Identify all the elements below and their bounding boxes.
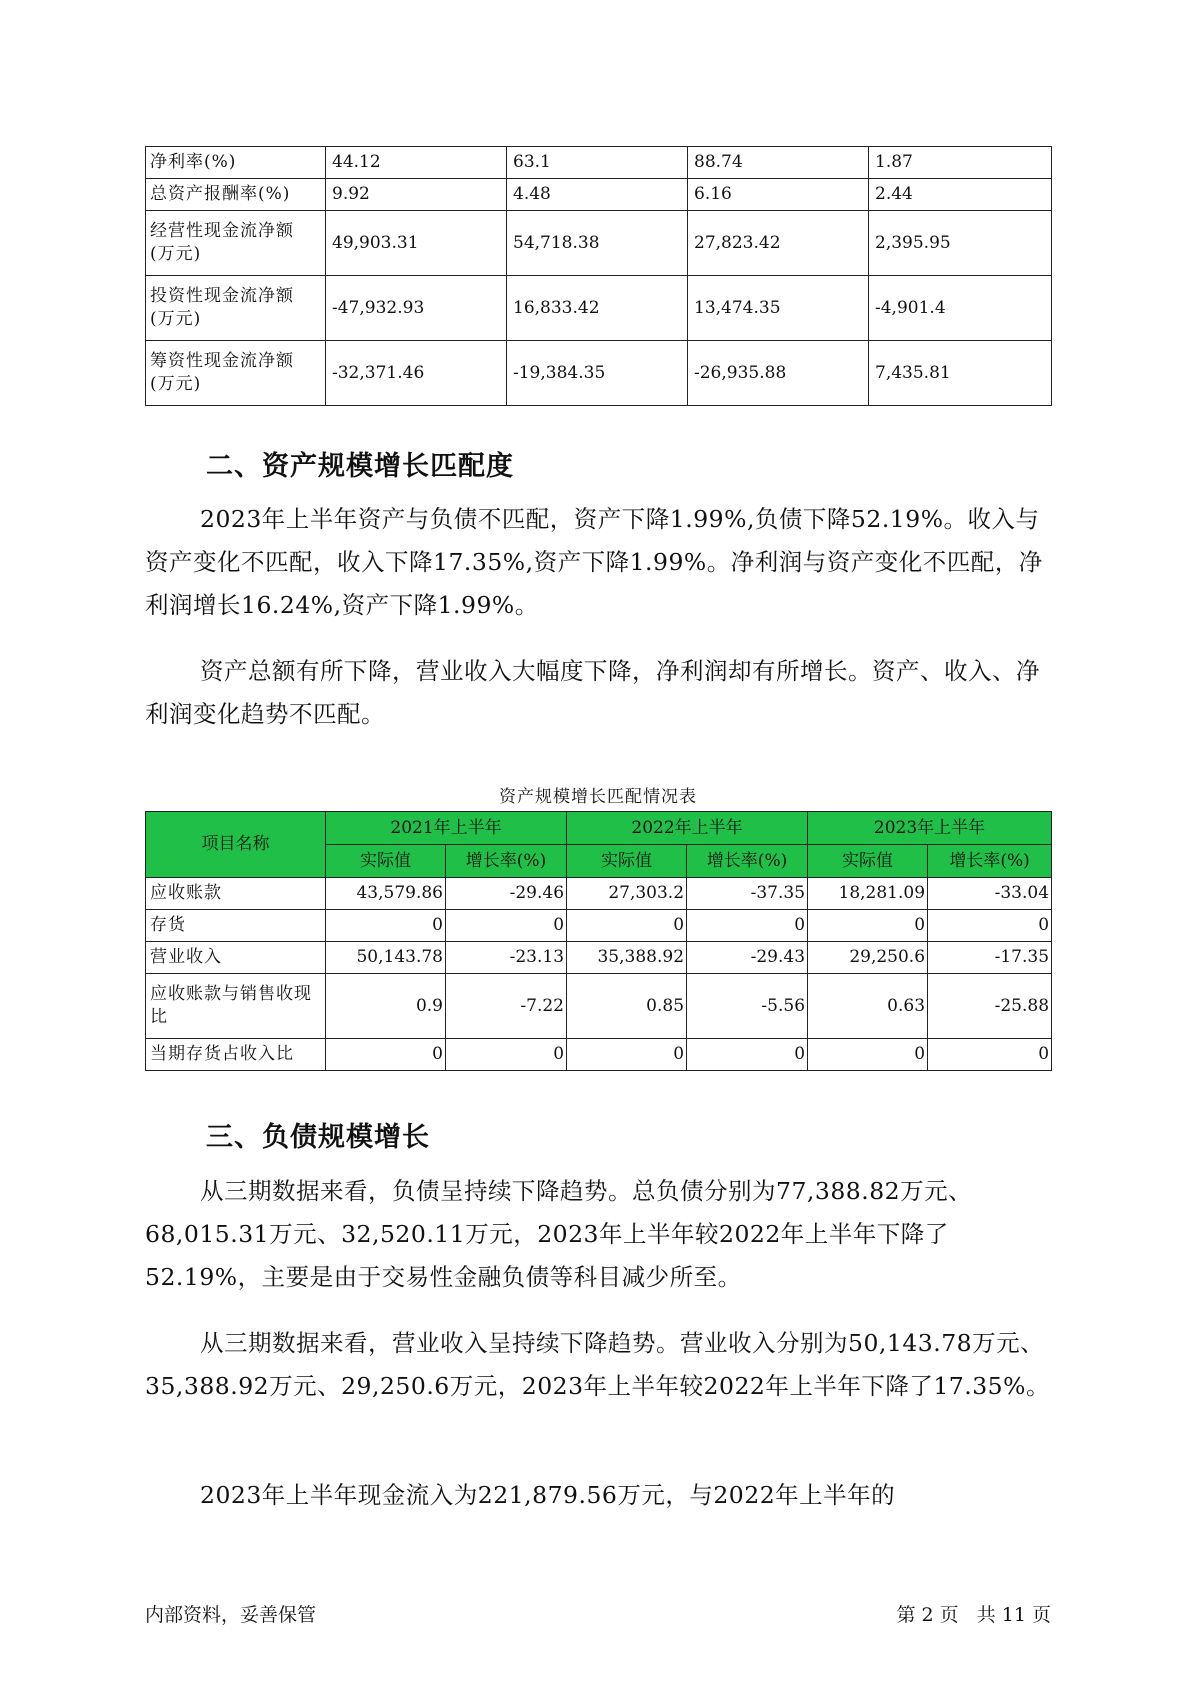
table-cell: -37.35 xyxy=(687,878,808,910)
table-cell: -29.46 xyxy=(446,878,567,910)
table-cell: -4,901.4 xyxy=(869,276,1052,341)
table-cell: 4.48 xyxy=(507,179,688,211)
row-label: 应收账款 xyxy=(146,878,326,910)
paragraph: 从三期数据来看，负债呈持续下降趋势。总负债分别为77,388.82万元、68,015.31万元、32,520.11万元，2023年上半年较2022年上半年下降了52.19%，主要是由于交易性金融负债等科目减少所至。 xyxy=(145,1177,973,1291)
header-actual: 实际值 xyxy=(808,845,928,878)
table-cell: 29,250.6 xyxy=(808,942,928,974)
table-cell: 18,281.09 xyxy=(808,878,928,910)
table-cell: 0 xyxy=(687,910,808,942)
table-cell: 0.85 xyxy=(567,974,687,1039)
table-cell: 88.74 xyxy=(688,147,869,179)
table-row xyxy=(146,974,1052,1039)
header-actual: 实际值 xyxy=(326,845,446,878)
table-cell: -17.35 xyxy=(928,942,1052,974)
table-cell: 0 xyxy=(446,910,567,942)
header-period: 2021年上半年 xyxy=(326,812,567,845)
section-heading: 三、负债规模增长 xyxy=(206,1122,430,1153)
table-cell: 0 xyxy=(326,1039,446,1071)
row-label: 存货 xyxy=(146,910,326,942)
table-cell: 0 xyxy=(567,1039,687,1071)
table-cell: 0.63 xyxy=(808,974,928,1039)
footer-page-number: 第 2 页 共 11 页 xyxy=(896,1604,1051,1626)
header-growth: 增长率(%) xyxy=(446,845,567,878)
table-cell: 0 xyxy=(928,1039,1052,1071)
table-row xyxy=(146,341,1052,406)
table-cell: 0 xyxy=(446,1039,567,1071)
row-label: 当期存货占收入比 xyxy=(146,1039,326,1071)
table-cell: 6.16 xyxy=(688,179,869,211)
header-growth: 增长率(%) xyxy=(687,845,808,878)
paragraph: 2023年上半年资产与负债不匹配，资产下降1.99%,负债下降52.19%。收入与资产变化不匹配，收入下降17.35%,资产下降1.99%。净利润与资产变化不匹配，净利润增长16.24%,资产下降1.99%。 xyxy=(145,505,1043,619)
table-cell: -23.13 xyxy=(446,942,567,974)
table-cell: 16,833.42 xyxy=(507,276,688,341)
row-label: 净利率(%) xyxy=(146,147,326,179)
table-cell: 43,579.86 xyxy=(326,878,446,910)
header-actual: 实际值 xyxy=(567,845,687,878)
table-row xyxy=(146,1039,1052,1071)
table-cell: 0 xyxy=(928,910,1052,942)
footer-confidential-note: 内部资料，妥善保管 xyxy=(145,1604,317,1626)
table-cell: 1.87 xyxy=(869,147,1052,179)
header-item-name: 项目名称 xyxy=(146,812,326,878)
table-cell: -32,371.46 xyxy=(326,341,507,406)
table-cell: 44.12 xyxy=(326,147,507,179)
table-cell: 50,143.78 xyxy=(326,942,446,974)
table-cell: 13,474.35 xyxy=(688,276,869,341)
table-cell: 0.9 xyxy=(326,974,446,1039)
table-cell: -5.56 xyxy=(687,974,808,1039)
table-cell: -33.04 xyxy=(928,878,1052,910)
table-cell: 0 xyxy=(687,1039,808,1071)
row-label: 总资产报酬率(%) xyxy=(146,179,326,211)
financial-indicators-table xyxy=(145,146,1052,406)
table-cell: -29.43 xyxy=(687,942,808,974)
table-cell: 0 xyxy=(808,910,928,942)
table-cell: -25.88 xyxy=(928,974,1052,1039)
table-cell: 0 xyxy=(326,910,446,942)
row-label: 营业收入 xyxy=(146,942,326,974)
table-row xyxy=(146,276,1052,341)
table-row xyxy=(146,179,1052,211)
table-row xyxy=(146,211,1052,276)
table-cell: 7,435.81 xyxy=(869,341,1052,406)
header-period: 2023年上半年 xyxy=(808,812,1052,845)
paragraph: 2023年上半年现金流入为221,879.56万元，与2022年上半年的 xyxy=(200,1481,896,1509)
table-cell: -19,384.35 xyxy=(507,341,688,406)
header-period: 2022年上半年 xyxy=(567,812,808,845)
paragraph: 资产总额有所下降，营业收入大幅度下降，净利润却有所增长。资产、收入、净利润变化趋势不匹配。 xyxy=(145,657,1040,728)
table-cell: 2.44 xyxy=(869,179,1052,211)
table-cell: 54,718.38 xyxy=(507,211,688,276)
table-row xyxy=(146,878,1052,910)
table-cell: 9.92 xyxy=(326,179,507,211)
section-heading: 二、资产规模增长匹配度 xyxy=(206,451,514,482)
table-cell: -47,932.93 xyxy=(326,276,507,341)
row-label: 应收账款与销售收现比 xyxy=(146,974,326,1039)
table-row xyxy=(146,942,1052,974)
table-cell: -26,935.88 xyxy=(688,341,869,406)
table-row xyxy=(146,910,1052,942)
table-cell: 0 xyxy=(567,910,687,942)
table-cell: 27,823.42 xyxy=(688,211,869,276)
table-cell: -7.22 xyxy=(446,974,567,1039)
table-caption: 资产规模增长匹配情况表 xyxy=(499,787,697,807)
table-cell: 0 xyxy=(808,1039,928,1071)
header-growth: 增长率(%) xyxy=(928,845,1052,878)
table-row xyxy=(146,147,1052,179)
row-label: 筹资性现金流净额(万元) xyxy=(146,341,326,406)
table-cell: 2,395.95 xyxy=(869,211,1052,276)
row-label: 投资性现金流净额(万元) xyxy=(146,276,326,341)
row-label: 经营性现金流净额(万元) xyxy=(146,211,326,276)
table-cell: 49,903.31 xyxy=(326,211,507,276)
table-cell: 35,388.92 xyxy=(567,942,687,974)
paragraph: 从三期数据来看，营业收入呈持续下降趋势。营业收入分别为50,143.78万元、35,388.92万元、29,250.6万元，2023年上半年较2022年上半年下降了17.35%。 xyxy=(145,1329,1050,1400)
asset-growth-match-table xyxy=(145,811,1052,1071)
table-cell: 63.1 xyxy=(507,147,688,179)
table-cell: 27,303.2 xyxy=(567,878,687,910)
